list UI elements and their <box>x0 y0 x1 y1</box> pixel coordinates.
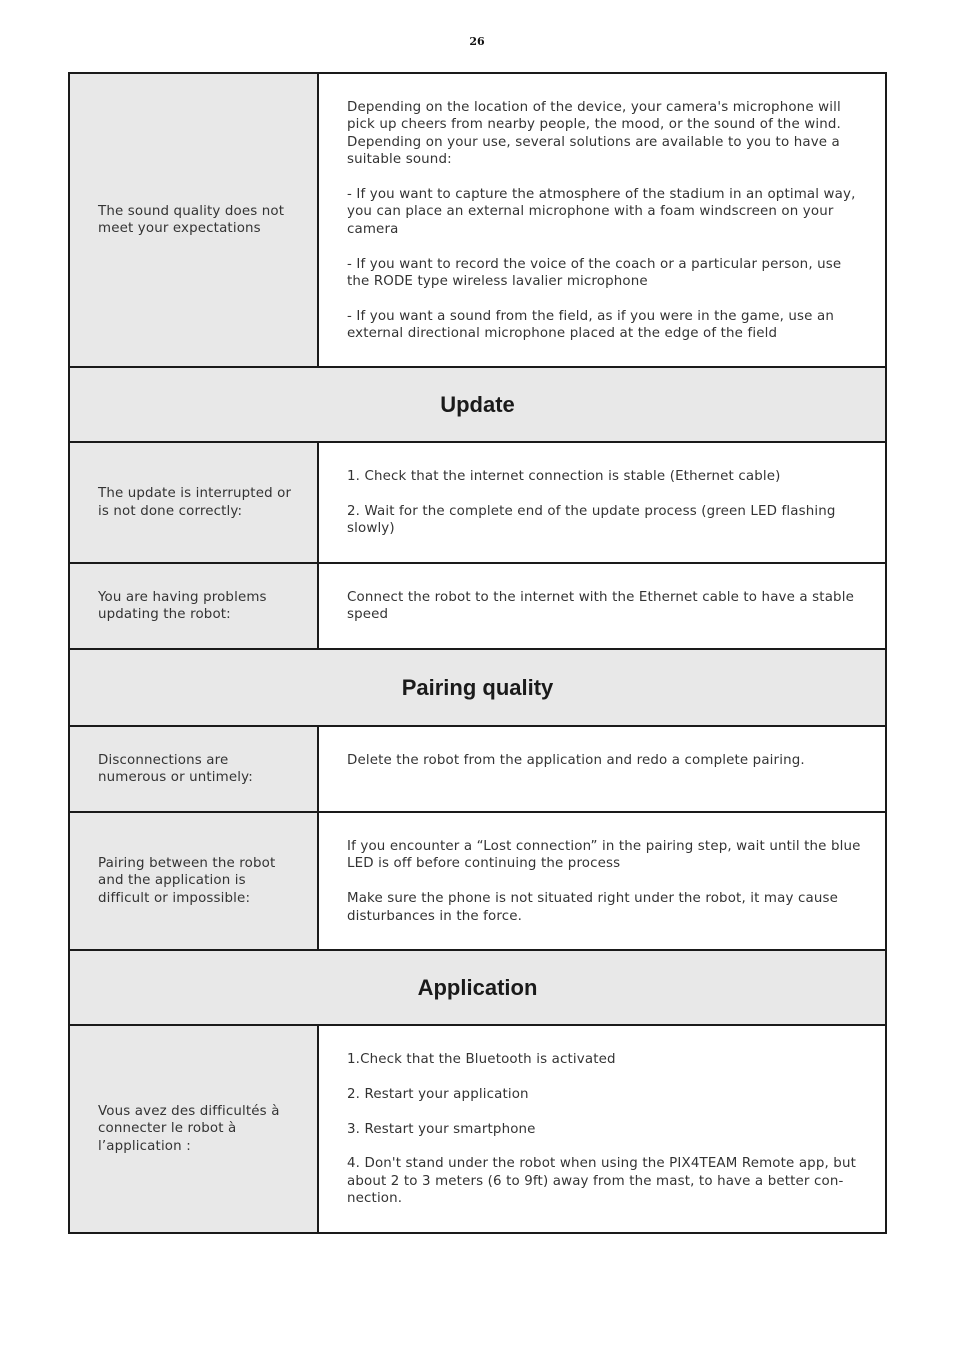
solution-text: Connect the robot to the internet with the Ethernet cable to have a stable speed <box>347 590 854 623</box>
problem-cell: The update is interrupted or is not done correctly: <box>70 443 319 562</box>
table-row <box>70 813 885 951</box>
solution-text: Delete the robot from the application and redo a complete pairing. <box>347 753 805 768</box>
solution-cell <box>319 727 885 811</box>
solution-cell <box>319 564 885 648</box>
problem-cell: Disconnections are numerous or untimely: <box>70 727 319 811</box>
solution-cell <box>319 443 885 562</box>
table-row <box>70 74 885 368</box>
solution-text: Make sure the phone is not situated right under the robot, it may cause disturbances in the force. <box>347 891 838 924</box>
solution-text: - If you want to record the voice of the coach or a particular person, use the RODE type wireless lavalier microphone <box>347 256 842 290</box>
solution-text: 3. Restart your smartphone <box>347 1121 536 1137</box>
solution-cell <box>319 813 885 949</box>
solution-text: - If you want to capture the atmosphere of the stadium in an optimal way, you can place an external microphone with a foam windscreen on your camera <box>347 187 856 237</box>
troubleshooting-table <box>68 72 887 1234</box>
section-header-application: Application <box>70 951 885 1026</box>
solution-text: 1. Check that the internet connection is stable (Ethernet cable) <box>347 469 781 484</box>
solution-cell <box>319 74 885 366</box>
solution-text: Depending on the location of the device, your camera's microphone will pick up cheers from nearby people, the mood, or the sound of the wind. Depending on your use, several solutions are available to you to have a suitable sound: <box>347 100 841 168</box>
table-row <box>70 443 885 564</box>
page-number: 26 <box>469 35 485 48</box>
table-row <box>70 564 885 650</box>
problem-cell: Vous avez des difficultés à connecter le robot à l’application : <box>70 1026 319 1232</box>
problem-cell: The sound quality does not meet your expectations <box>70 74 319 366</box>
problem-cell: Pairing between the robot and the application is difficult or impossible: <box>70 813 319 949</box>
table-row <box>70 727 885 813</box>
section-header-pairing-quality: Pairing quality <box>70 650 885 727</box>
section-header-update: Update <box>70 368 885 443</box>
solution-text: 2. Restart your application <box>347 1086 529 1102</box>
solution-cell <box>319 1026 885 1232</box>
solution-text: If you encounter a “Lost connection” in the pairing step, wait until the blue LED is off before continuing the process <box>347 839 861 872</box>
solution-text: 1.Check that the Bluetooth is activated <box>347 1052 616 1067</box>
solution-text: 4. Don't stand under the robot when using the PIX4TEAM Remote app, but about 2 to 3 meters (6 to 9ft) away from the mast, to have a better con-nection. <box>347 1156 856 1207</box>
problem-cell: You are having problems updating the robot: <box>70 564 319 648</box>
table-row <box>70 1026 885 1232</box>
solution-text: 2. Wait for the complete end of the update process (green LED flashing slowly) <box>347 503 836 537</box>
solution-text: - If you want a sound from the field, as if you were in the game, use an external directional microphone placed at the edge of the field <box>347 308 834 342</box>
